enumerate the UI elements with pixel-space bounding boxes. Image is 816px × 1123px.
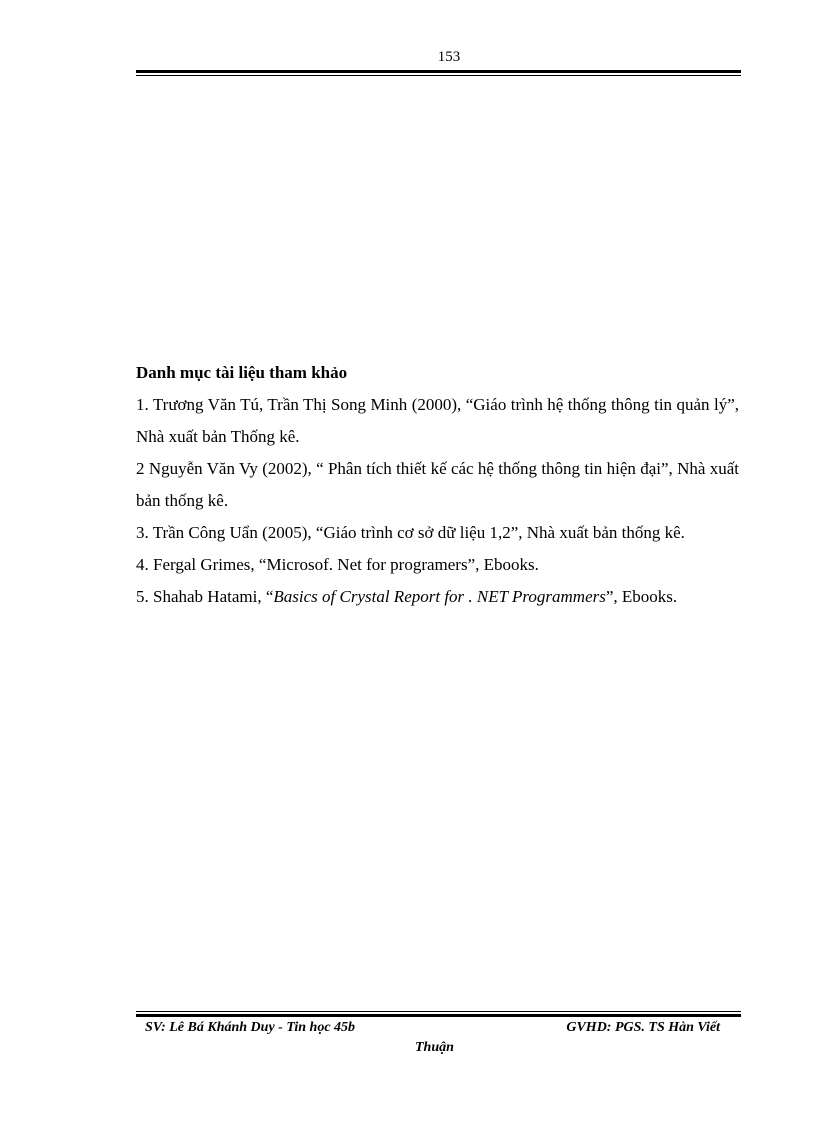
reference-item-5 (136, 581, 739, 613)
footer-advisor: GVHD: PGS. TS Hàn Viết (566, 1020, 720, 1035)
reference-item-1: 1. Trương Văn Tú, Trần Thị Song Minh (2000), “Giáo trình hệ thống thông tin quản lý”, Nhà xuất bản Thống kê. (136, 395, 739, 446)
reference-item-3: 3. Trần Công Uẩn (2005), “Giáo trình cơ sở dữ liệu 1,2”, Nhà xuất bản thống kê. (136, 523, 685, 542)
header-rule-thick (136, 70, 741, 73)
reference-item-4: 4. Fergal Grimes, “Microsof. Net for programers”, Ebooks. (136, 555, 539, 574)
reference-item-2: 2 Nguyễn Văn Vy (2002), “ Phân tích thiết kế các hệ thống thông tin hiện đại”, Nhà xuất bản thống kê. (136, 459, 739, 510)
reference-item-5-prefix: 5. Shahab Hatami, “ (136, 587, 274, 606)
footer-advisor-continued: Thuận (415, 1040, 454, 1055)
references-section (136, 357, 739, 613)
footer-rule-thick (136, 1014, 741, 1017)
header-rule-thin (136, 75, 741, 76)
reference-item-5-title: Basics of Crystal Report for . NET Programmers (273, 587, 606, 606)
references-heading: Danh mục tài liệu tham khảo (136, 363, 348, 382)
footer-student: SV: Lê Bá Khánh Duy - Tin học 45b (145, 1020, 356, 1035)
reference-item-5-suffix: ”, Ebooks. (605, 587, 678, 606)
page-number: 153 (437, 49, 461, 65)
footer-rule-thin (136, 1011, 741, 1012)
